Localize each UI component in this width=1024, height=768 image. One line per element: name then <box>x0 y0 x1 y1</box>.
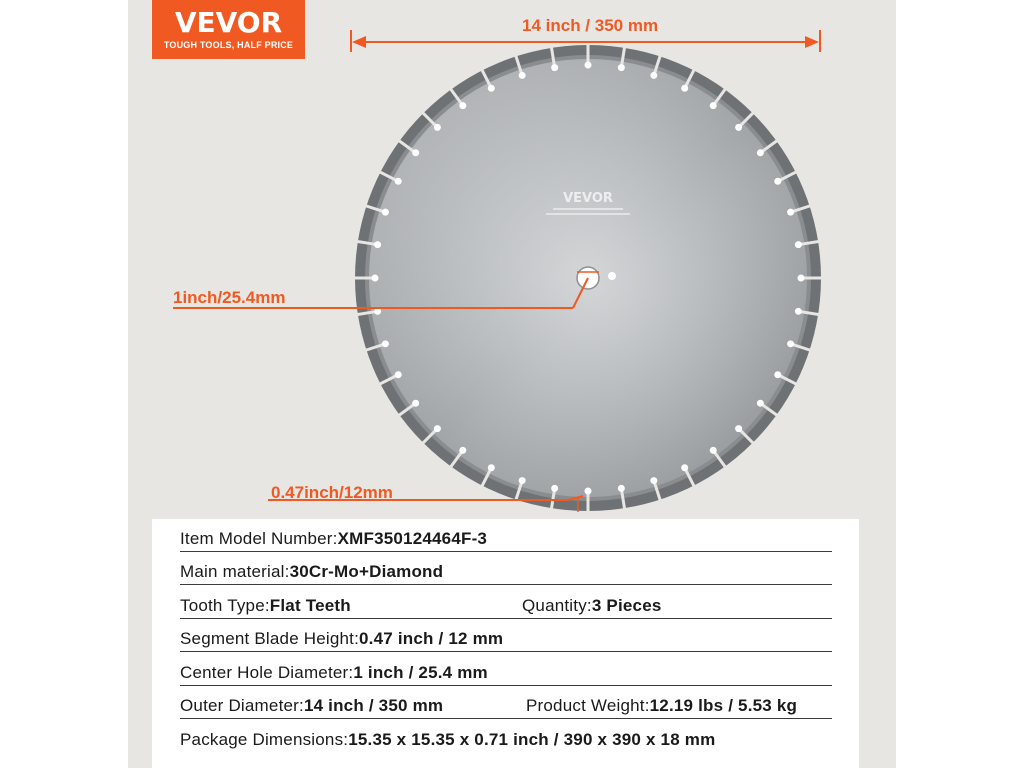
segment-height-label: 0.47inch/12mm <box>271 483 393 502</box>
gullet-hole <box>434 124 441 131</box>
gullet-hole <box>488 464 495 471</box>
spec-row-package: Package Dimensions:15.35 x 15.35 x 0.71 inch / 390 x 390 x 18 mm <box>180 730 716 749</box>
gullet-hole <box>395 371 402 378</box>
gullet-hole <box>395 178 402 185</box>
product-image <box>128 0 896 768</box>
brand-name: VEVOR <box>174 6 283 39</box>
gullet-hole <box>681 464 688 471</box>
gullet-hole <box>551 64 558 71</box>
gullet-hole <box>551 485 558 492</box>
gullet-hole <box>374 241 381 248</box>
spec-row-material: Main material:30Cr-Mo+Diamond <box>180 556 832 585</box>
spec-row-outer-weight: Outer Diameter:14 inch / 350 mm Product Weight:12.19 lbs / 5.53 kg <box>180 690 832 719</box>
gullet-hole <box>710 102 717 109</box>
brand-tagline: TOUGH TOOLS, HALF PRICE <box>163 40 294 50</box>
gullet-hole <box>519 72 526 79</box>
gullet-hole <box>735 425 742 432</box>
gullet-hole <box>774 178 781 185</box>
hole-diameter-label: 1inch/25.4mm <box>173 288 286 307</box>
spec-table <box>152 519 859 768</box>
gullet-hole <box>412 400 419 407</box>
spec-row-hole: Center Hole Diameter:1 inch / 25.4 mm <box>180 657 832 686</box>
gullet-hole <box>372 275 379 282</box>
gullet-hole <box>459 447 466 454</box>
gullet-hole <box>798 275 805 282</box>
gullet-hole <box>488 85 495 92</box>
gullet-hole <box>434 425 441 432</box>
spec-row-segment: Segment Blade Height:0.47 inch / 12 mm <box>180 623 832 652</box>
spec-row-model: Item Model Number:XMF350124464F-3 <box>180 523 832 552</box>
gullet-hole <box>585 62 592 69</box>
saw-blade-illustration <box>128 0 896 519</box>
gullet-hole <box>412 149 419 156</box>
gullet-hole <box>787 209 794 216</box>
gullet-hole <box>618 64 625 71</box>
gullet-hole <box>774 371 781 378</box>
pin-hole <box>608 272 616 280</box>
gullet-hole <box>585 488 592 495</box>
gullet-hole <box>681 85 688 92</box>
gullet-hole <box>710 447 717 454</box>
gullet-hole <box>735 124 742 131</box>
gullet-hole <box>757 400 764 407</box>
blade-engraving: VEVOR <box>563 191 613 206</box>
spec-row-tooth-quantity: Tooth Type:Flat Teeth Quantity:3 Pieces <box>180 590 832 619</box>
gullet-hole <box>519 477 526 484</box>
gullet-hole <box>618 485 625 492</box>
gullet-hole <box>382 340 389 347</box>
gullet-hole <box>382 209 389 216</box>
gullet-hole <box>795 241 802 248</box>
gullet-hole <box>757 149 764 156</box>
gullet-hole <box>650 72 657 79</box>
gullet-hole <box>795 308 802 315</box>
gullet-hole <box>650 477 657 484</box>
gullet-hole <box>787 340 794 347</box>
gullet-hole <box>459 102 466 109</box>
outer-diameter-label: 14 inch / 350 mm <box>522 16 659 35</box>
